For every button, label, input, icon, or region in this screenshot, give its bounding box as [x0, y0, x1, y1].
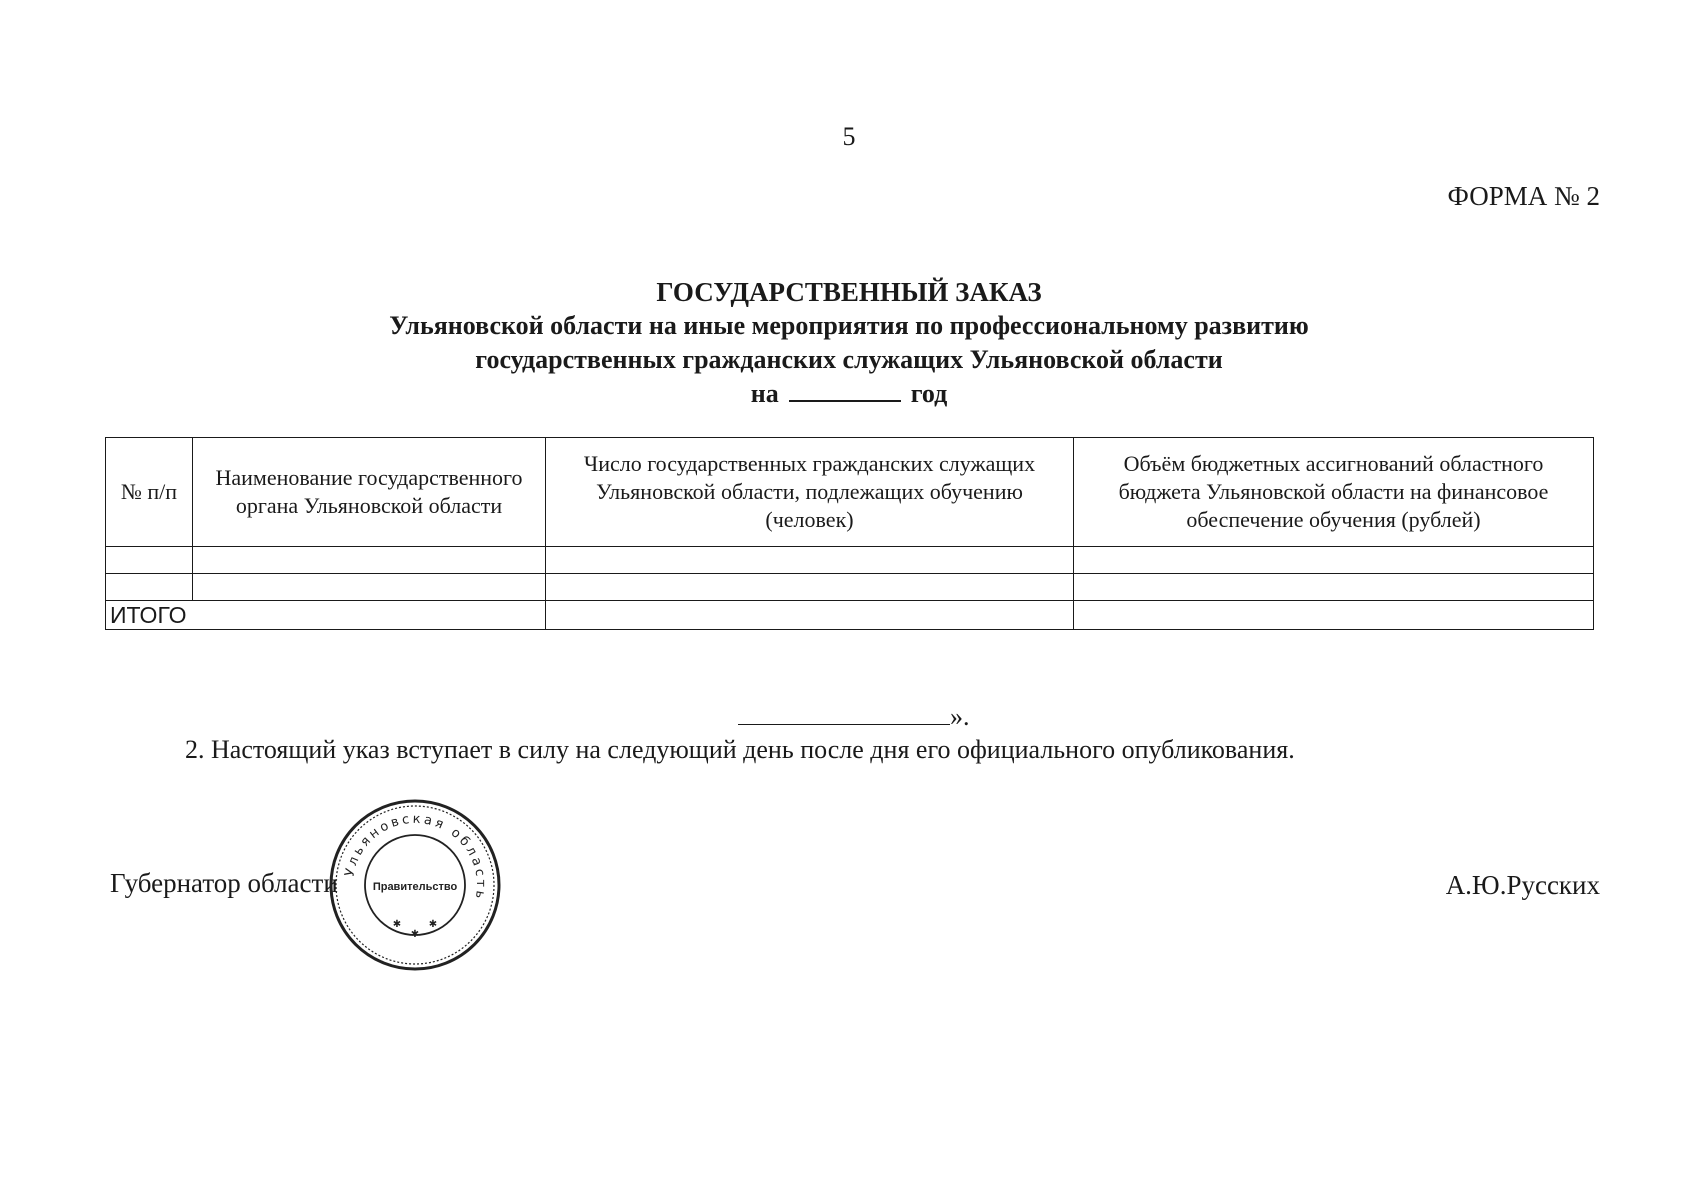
table-cell [1074, 547, 1594, 574]
header-employee-count: Число государственных гражданских служащих Ульяновской области, подлежащих обучению (человек) [546, 438, 1074, 547]
document-title [0, 275, 1698, 411]
year-prefix: на [750, 379, 779, 408]
table-row [106, 574, 1594, 601]
title-main: ГОСУДАРСТВЕННЫЙ ЗАКАЗ [656, 277, 1042, 307]
table-cell [106, 574, 193, 601]
closing-quote-line [738, 702, 970, 732]
table-total-row [106, 601, 1594, 630]
table-row [106, 547, 1594, 574]
star-icon: ✱ [428, 919, 438, 930]
closing-quote: ». [950, 702, 970, 731]
header-number: № п/п [106, 438, 193, 547]
total-budget-amount [1074, 601, 1594, 630]
seal-center-text: Правительство [372, 881, 458, 893]
total-label: ИТОГО [106, 601, 546, 630]
header-organ-name: Наименование государственного органа Ульяновской области [193, 438, 546, 547]
table-cell [546, 574, 1074, 601]
title-year-line [0, 377, 1698, 411]
closing-blank [738, 704, 950, 725]
form-label: ФОРМА № 2 [1447, 181, 1600, 211]
year-suffix: год [910, 379, 948, 408]
star-icon: ✱ [410, 929, 420, 940]
title-line-2: государственных гражданских служащих Ульяновской области [475, 345, 1223, 374]
title-line-1: Ульяновской области на иные мероприятия по профессиональному развитию [389, 311, 1309, 340]
table-cell [193, 574, 546, 601]
clause-text: 2. Настоящий указ вступает в силу на следующий день после дня его официального опубликования. [185, 735, 1295, 764]
total-employee-count [546, 601, 1074, 630]
signature-role: Губернатор области [110, 868, 338, 898]
star-icon: ✱ [392, 919, 402, 930]
header-budget-amount: Объём бюджетных ассигнований областного бюджета Ульяновской области на финансовое обеспечение обучения (рублей) [1074, 438, 1594, 547]
official-seal [327, 797, 503, 973]
table-cell [546, 547, 1074, 574]
table-cell [193, 547, 546, 574]
page-number: 5 [842, 122, 856, 151]
table-cell [1074, 574, 1594, 601]
seal-ring-text: Ульяновская область [342, 811, 489, 903]
table-cell [106, 547, 193, 574]
year-blank [789, 378, 901, 402]
signature-name: А.Ю.Русских [1445, 870, 1600, 900]
table-header-row [106, 438, 1594, 547]
state-order-table [105, 437, 1594, 630]
